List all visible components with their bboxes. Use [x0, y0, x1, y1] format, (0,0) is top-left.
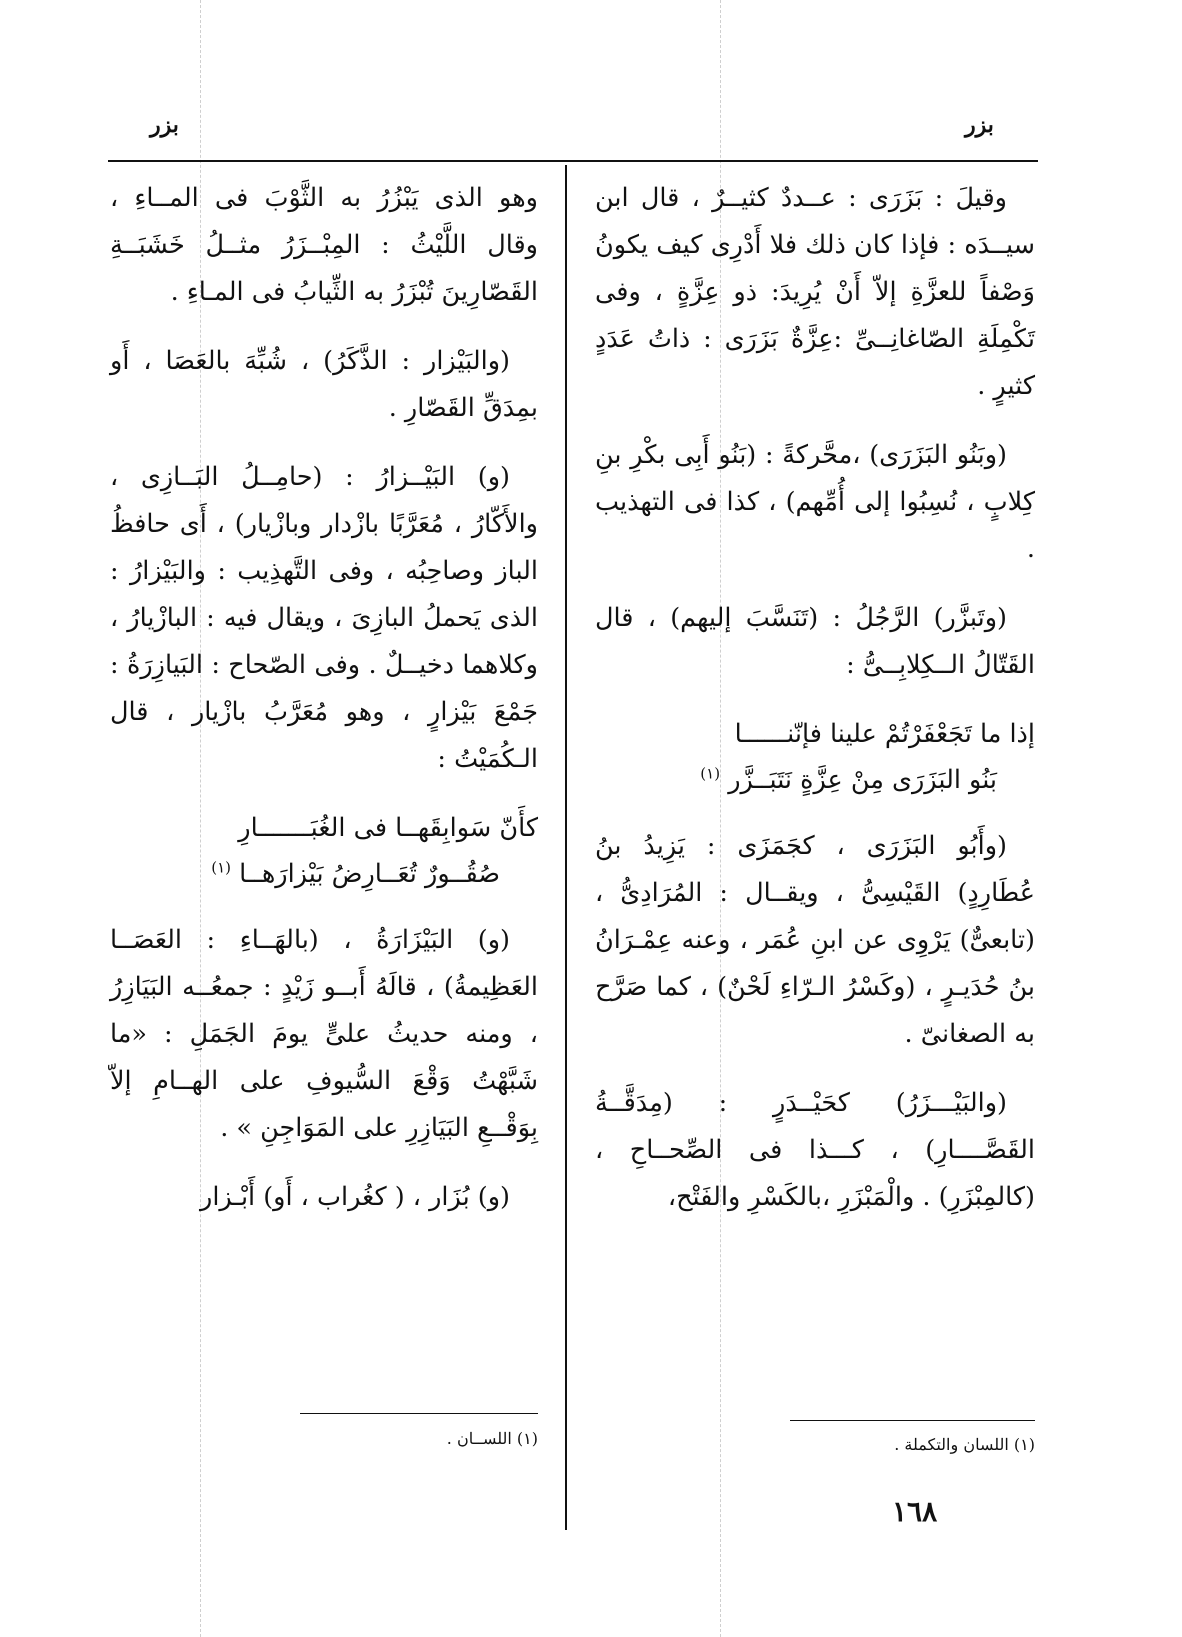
column-divider [565, 165, 567, 1530]
running-head-right: بزر [965, 112, 994, 138]
verse-second-hemistich [110, 851, 538, 897]
verse-second-hemistich-text: بَنُو البَزَرَى مِنْ عِزَّةٍ نَتَبَــزَّر [728, 765, 997, 795]
footnote: (١) اللســان . [446, 1429, 538, 1448]
entry-paragraph: (والبَيْـــزَرُ) كحَيْــدَرٍ : (مِدَقَّــةُ القَصَّــــارِ) ، كـــذا فى الصِّحــاحِ ، (كالمِبْزَرِ) . والْمَبْزَرِ ،بالكَسْرِ والفَتْح، [595, 1088, 1035, 1212]
poetry-verse [110, 805, 538, 897]
entry-paragraph: (و) بُزَار ، ( كغُراب ، أَو) أَبْـزار [200, 1182, 510, 1212]
entry-paragraph: وقيلَ : بَزَرَى : عــددٌ كثيــرٌ ، قال ابن سيــدَه : فإذا كان ذلك فلا أَدْرِى كيف يكونُ وَصْفاً للعزَّةِ إلاّ أَنْ يُرِيدَ: ذو عِزَّةٍ ، وفى تَكْمِلَةِ الصّاغانِــىِّ :عِزَّةٌ بَزَرَى : ذاتُ عَدَدٍ كثيرٍ . [595, 183, 1035, 401]
left-column [110, 175, 538, 1243]
page-number: ١٦٨ [892, 1495, 938, 1528]
verse-first-hemistich: إذا ما تَجَعْفَرْتُمْ علينا فإنّنــــــا [734, 719, 1035, 749]
entry-paragraph: (والبَيْزار : الذَّكَرُ) ، شُبِّهَ بالعَصَا ، أَو بمِدَقِّ القَصّارِ . [110, 346, 538, 423]
footnote-rule [300, 1413, 538, 1414]
entry-paragraph: (و) البَيْــزارُ : (حامِــلُ البَــازِى ، والأَكّارُ ، مُعَرَّبًا بازْدار وبازْيار) ، أَى حافظُ الباز وصاحِبُه ، وفى التَّهذِيب : والبَيْزارُ : الذى يَحملُ البازِىَ ، ويقال فيه : البازْيارُ ، وكلاهما دخيــلٌ . وفى الصّحاح : البَيازِرَةُ : جَمْعَ بَيْزارٍ ، وهو مُعَرَّبُ بازْيار ، قال الـكُمَيْتُ : [110, 462, 538, 774]
entry-paragraph: وهو الذى يَبْزُرُ به الثَّوْبَ فى المــاءِ ، وقال اللَّيْثُ : المِبْــزَرُ مثــلُ خَشَبَــةِ القَصّارِينَ تُبْزَرُ به الثِّيابُ فى المـاءِ . [110, 183, 538, 307]
header-rule [108, 160, 1038, 162]
right-column [595, 175, 1035, 1243]
footnote-rule [790, 1420, 1035, 1421]
verse-second-hemistich-text: صُقُــورٌ تُعَــارِضُ بَيْزارَهــا [239, 859, 500, 889]
verse-first-hemistich: كأَنّ سَوابِقَهــا فى الغُبَـــــــارِ [238, 813, 538, 843]
footnote-marker: (١) [700, 764, 721, 783]
entry-paragraph: (وأَبُو البَزَرَى ، كجَمَزَى : يَزِيدُ بنُ عُطَارِدٍ) القَيْسِىُّ ، ويقــال : المُرَادِىُّ ، (تابعىٌّ) يَرْوِى عن ابنِ عُمَر ، وعنه عِمْـرَانُ بنُ حُدَيـرٍ ، (وكَسْرُ الـرّاءِ لَحْنٌ) ، كما صَرَّح به الصغانىّ . [595, 831, 1035, 1049]
footnote-marker: (١) [211, 858, 232, 877]
poetry-verse [595, 711, 1035, 803]
entry-paragraph: (و) البَيْزَارَةُ ، (بالهَــاءِ : العَصَــا العَظِيمةُ) ، قالَهُ أَبــو زَيْدٍ : جمعُــه البَيَازِرُ ، ومنه حديثُ علىٍّ يومَ الجَمَلِ : «ما شَبَّهْتُ وَقْعَ السُّيوفِ على الهــامِ إلاّ بِوَقْــعِ البَيَازِرِ على المَوَاجِنِ » . [110, 925, 538, 1143]
entry-paragraph: (وتَبزَّر) الرَّجُلُ : (تَنَسَّبَ إليهم) ، قال القَتّالُ الــكِلابِــىُّ : [595, 603, 1035, 680]
verse-second-hemistich [595, 757, 1035, 803]
running-head-left: بزر [150, 112, 179, 138]
footnote: (١) اللسان والتكملة . [894, 1435, 1035, 1454]
entry-paragraph: (وبَنُو البَزَرَى) ،محَّركةً : (بَنُو أَبِى بكْرِ بنِ كِلابٍ ، نُسِبُوا إلى أُمِّهم) ، كذا فى التهذيب . [595, 440, 1035, 564]
